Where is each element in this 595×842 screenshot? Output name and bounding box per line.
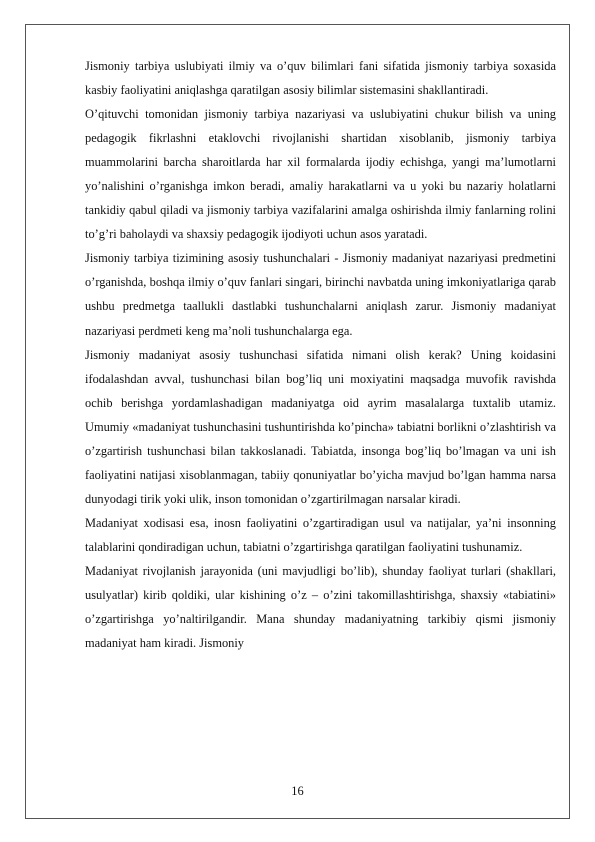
paragraph-4: Jismoniy madaniyat asosiy tushunchasi sifatida nimani olish kerak? Uning koidasini ifodalashdan avval, tushunchasi bilan bog’liq uni moxiyatini maqsadga muvofik ravishda ochib berishga yordamlashadigan madaniyatga oid ayrim masalalarga tuxtalib utamiz. Umumiy «madaniyat tushunchasini tushuntirishda ko’pincha» tabiatni borlikni o’zlashtirish va o’zgartirish tushunchasi bilan takkoslanadi. Tabiatda, insonga bog’liq bo’lmagan va uni ish faoliyatini natijasi xisoblanmagan, tabiiy qonuniyatlar bo’yicha mavjud bo’lgan hamma narsa dunyodagi tirik yoki ulik, inson tomonidan o’zgartirilmagan narsalar kiradi.	[85, 347, 556, 506]
paragraph-3: Jismoniy tarbiya tizimining asosiy tushunchalari - Jismoniy madaniyat nazariyasi predmetini o’rganishda, boshqa ilmiy o’quv fanlari singari, birinchi navbatda uning imkoniyatlariga qarab ushbu predmetga taallukli dastlabki tushunchalarni aniqlash zarur. Jismoniy madaniyat nazariyasi perdmeti keng ma’noli tushunchalarga ega.	[85, 251, 556, 338]
paragraph-5: Madaniyat xodisasi esa, inosn faoliyatini o’zgartiradigan usul va natijalar, ya’ni insonning talablarini qondiradigan uchun, tabiatni o’zgartirishga qaratilgan faoliyatini tushunamiz.	[85, 515, 556, 554]
paragraph-2: O’qituvchi tomonidan jismoniy tarbiya nazariyasi va uslubiyatini chukur bilish va uning pedagogik fikrlashni etaklovchi rivojlanishi shartidan xisoblanib, jismoniy tarbiya muammolarini barcha sharoitlarda har xil formalarda ijodiy echishga, yangi ma’lumotlarni yo’nalishini o’rganishga imkon beradi, amaliy harakatlarni va u yoki bu nazariy holatlarni tankidiy qabul qiladi va jismoniy tarbiya vazifalarini amalga oshirishda ilmiy fanlarning rolini to’g’ri baholaydi va shaxsiy pedagogik ijodiyoti uchun asos yaratadi.	[85, 107, 556, 242]
document-body	[85, 54, 556, 655]
paragraph-1: Jismoniy tarbiya uslubiyati ilmiy va o’quv bilimlari fani sifatida jismoniy tarbiya soxasida kasbiy faoliyatini aniqlashga qaratilgan asosiy bilimlar sistemasini shakllantiradi.	[85, 59, 556, 98]
paragraph-6: Madaniyat rivojlanish jarayonida (uni mavjudligi bo’lib), shunday faoliyat turlari (shakllari, usulyatlar) kirib qoldiki, ular kishining o’z – o’zini takomillashtirishga, shaxsiy «tabiatini» o’zgartirishga yo’naltirilgandir. Mana shunday madaniyatning tarkibiy qismi jismoniy madaniyat ham kiradi. Jismoniy	[85, 563, 556, 651]
page-number: 16	[291, 784, 304, 798]
